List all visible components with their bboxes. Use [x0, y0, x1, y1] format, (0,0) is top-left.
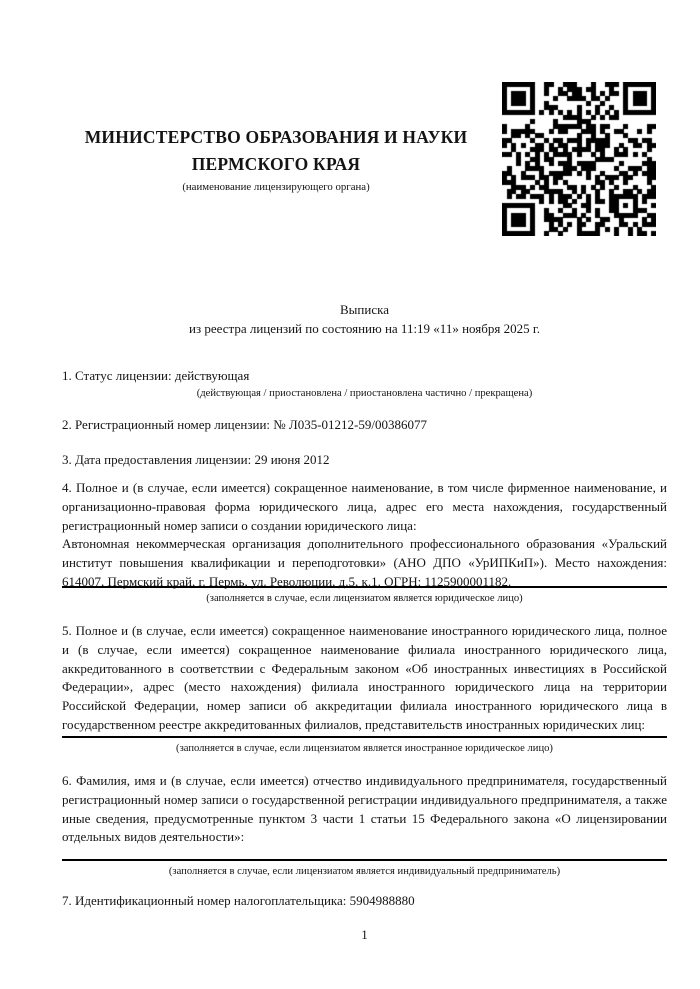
item-taxpayer-id: 7. Идентификационный номер налогоплательщика: 5904988880 — [62, 893, 415, 908]
document-title-line1: Выписка — [340, 302, 389, 317]
item-foreign-entity: 5. Полное и (в случае, если имеется) сокращенное наименование иностранного юридического лица, полное и (в случае, если имеется) сокращенное наименование филиала иностранного юридического лица, аккредитованного в соответствии с Федеральным законом «Об иностранных инвестициях в Российской Федерации», адрес (место нахождения) филиала иностранного юридического лица на территории Российской Федерации, номер записи об аккредитации филиала иностранного юридического лица в государственном реестре аккредитованных филиалов, представительств иностранных юридических лиц: — [62, 623, 667, 732]
document-title-line2: из реестра лицензий по состоянию на 11:19 «11» ноября 2025 г. — [189, 320, 540, 336]
ministry-name-line1: МИНИСТЕРСТВО ОБРАЗОВАНИЯ И НАУКИ — [84, 127, 468, 147]
page-number: 1 — [361, 927, 368, 942]
fill-caption-foreign-entity: (заполняется в случае, если лицензиатом является иностранное юридическое лицо) — [176, 743, 553, 754]
item-legal-entity-value: Автономная некоммерческая организация дополнительного профессионального образования «Уральский институт повышения квалификации и переподготовки» (АНО ДПО «УрИПКиП»). Место нахождения: 614007, Пермский край, г. Пермь, ул. Революции, д.5, к.1. ОГРН: 1125900001182. — [62, 536, 667, 589]
qr-code-icon — [502, 82, 656, 236]
item-legal-entity-text: 4. Полное и (в случае, если имеется) сокращенное наименование, в том числе фирменное наименование, и организационно-правовая форма юридического лица, адрес его места нахождения, государственный регистрационный номер записи о создании юридического лица: — [62, 480, 667, 533]
item-license-status — [62, 367, 667, 401]
item-legal-entity — [62, 479, 667, 592]
document-title — [62, 301, 667, 339]
fill-caption-legal-entity: (заполняется в случае, если лицензиатом является юридическое лицо) — [206, 593, 523, 604]
item-entrepreneur: 6. Фамилия, имя и (в случае, если имеется) отчество индивидуального предпринимателя, государственный регистрационный номер записи о государственной регистрации индивидуального предпринимателя, а также иные сведения, предусмотренные пунктом 3 части 1 статьи 15 Федерального закона «О лицензировании отдельных видов деятельности»: — [62, 773, 667, 845]
fill-line-foreign-entity — [62, 736, 667, 738]
licensing-authority-header — [62, 124, 490, 194]
fill-caption-entrepreneur: (заполняется в случае, если лицензиатом является индивидуальный предприниматель) — [168, 866, 561, 877]
item-license-status-text: 1. Статус лицензии: действующая — [62, 368, 250, 383]
ministry-name-line2: ПЕРМСКОГО КРАЯ — [191, 154, 361, 174]
fill-line-entrepreneur — [62, 859, 667, 861]
item-license-status-caption: (действующая / приостановлена / приостановлена частично / прекращена) — [196, 387, 533, 399]
item-registration-number: 2. Регистрационный номер лицензии: № Л035-01212-59/00386077 — [62, 417, 428, 432]
ministry-caption: (наименование лицензирующего органа) — [182, 181, 370, 193]
fill-line-legal-entity — [62, 586, 667, 588]
item-grant-date: 3. Дата предоставления лицензии: 29 июня 2012 — [62, 452, 330, 467]
